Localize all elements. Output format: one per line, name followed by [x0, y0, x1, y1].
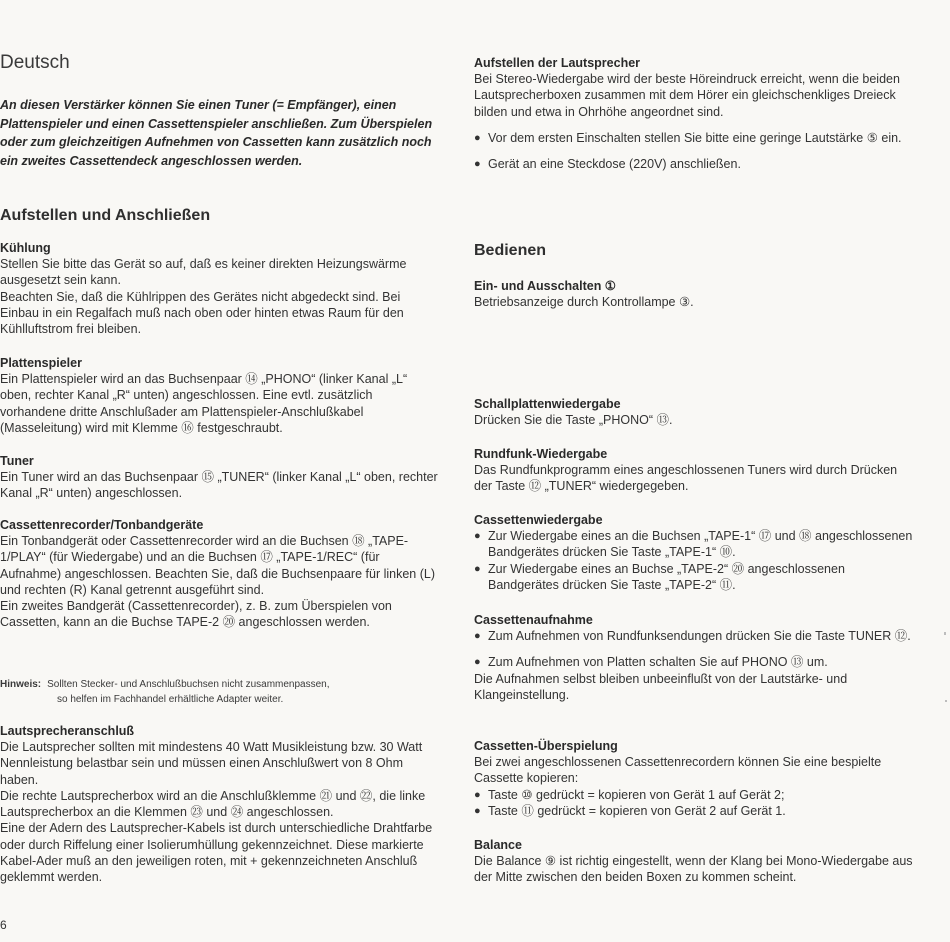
ueberspielung-text: Bei zwei angeschlossenen Cassettenrecordern können Sie eine bespielte Cassette kopieren: — [474, 755, 882, 786]
aufstellen-lautsprecher-text: Bei Stereo-Wiedergabe wird der beste Höreindruck erreicht, wenn die beiden Lautsprecherboxen zusammen mit dem Hörer ein gleichschenkliges Dreieck bilden und etwa in Ohrhöhe angeordnet sind. — [474, 72, 900, 119]
ueberspielung-bullet-1: ● Taste ⑩ gedrückt = kopieren von Gerät 1 auf Gerät 2; — [474, 787, 914, 803]
section-plattenspieler — [0, 355, 440, 436]
ueberspielung-title: Cassetten-Überspielung — [474, 739, 618, 753]
ein-aus-title: Ein- und Ausschalten ① — [474, 279, 617, 293]
cassettenrecorder-title: Cassettenrecorder/Tonbandgeräte — [0, 518, 204, 532]
section-tuner — [0, 453, 440, 502]
section-title-bedienen: Bedienen — [474, 242, 547, 259]
ueberspielung-bullet-2: ● Taste ⑪ gedrückt = kopieren von Gerät 2 auf Gerät 1. — [474, 803, 914, 819]
kuehlung-paragraph-1: Stellen Sie bitte das Gerät so auf, daß es keiner direkten Heizungswärme ausgesetzt sein kann. — [0, 257, 407, 288]
section-rundfunk — [474, 446, 914, 495]
plattenspieler-text: Ein Plattenspieler wird an das Buchsenpaar ⑭ „PHONO“ (linker Kanal „L“ oben, rechter Kanal „R“ unten) angeschlossen. Eine evtl. zusätzlich vorhandene dritte Anschlußader am Plattenspieler-Anschlußkabel (Masseleitung) wird mit Klemme ⑯ festgeschraubt. — [0, 372, 408, 435]
cassettenaufnahme-bullet-phono: ● Zum Aufnehmen von Platten schalten Sie auf PHONO ⑬ um. — [474, 654, 914, 670]
section-ein-aus — [474, 278, 914, 310]
hinweis-line-2: so helfen im Fachhandel erhältliche Adapter weiter. — [57, 693, 284, 705]
section-lautsprecheranschluss — [0, 723, 440, 886]
section-balance — [474, 837, 914, 886]
aufstellen-lautsprecher-title: Aufstellen der Lautsprecher — [474, 56, 641, 70]
lautsprecheranschluss-paragraph-2: Die rechte Lautsprecherbox wird an die Anschlußklemme ㉑ und ㉒, die linke Lautsprecherbox an die Klemmen ㉓ und ㉔ angeschlossen. — [0, 788, 426, 820]
cassettenrecorder-paragraph-1: Ein Tonbandgerät oder Cassettenrecorder wird an die Buchsen ⑱ „TAPE-1/PLAY“ (für Wiedergabe) und an die Buchsen ⑰ „TAPE-1/REC“ (für Aufnahme) angeschlossen. Beachten Sie, daß die Buchsenpaare für linken (L) und rechten (R) Kanal getrennt ausgeführt sind. — [0, 534, 435, 597]
cassettenaufnahme-title: Cassettenaufnahme — [474, 613, 593, 627]
lautsprecheranschluss-paragraph-1: Die Lautsprecher sollten mit mindestens 40 Watt Musikleistung bzw. 30 Watt Nennleistung belastbar sein und müssen einen Anschlußwert von 8 Ohm haben. — [0, 740, 423, 787]
cassettenwiedergabe-title: Cassettenwiedergabe — [474, 513, 603, 527]
aufstellen-bullet-steckdose: ● Gerät an eine Steckdose (220V) anschließen. — [474, 156, 914, 172]
section-aufstellen-lautsprecher — [474, 55, 914, 172]
cassettenaufnahme-bullet-tuner: ● Zum Aufnehmen von Rundfunksendungen drücken Sie die Taste TUNER ⑫. — [474, 628, 914, 644]
rundfunk-title: Rundfunk-Wiedergabe — [474, 447, 608, 461]
section-cassettenwiedergabe — [474, 512, 914, 593]
cassettenaufnahme-text: Die Aufnahmen selbst bleiben unbeeinflußt von der Lautstärke- und Klangeinstellung. — [474, 671, 848, 702]
ein-aus-text: Betriebsanzeige durch Kontrollampe ③. — [474, 295, 694, 309]
schallplatte-text: Drücken Sie die Taste „PHONO“ ⑬. — [474, 413, 673, 427]
kuehlung-paragraph-2: Beachten Sie, daß die Kühlrippen des Gerätes nicht abgedeckt sind. Bei Einbau in ein Regalfach muß nach oben oder hinten etwas Raum für den Kühlluftstrom frei bleiben. — [0, 289, 404, 337]
language-heading: Deutsch — [0, 52, 70, 73]
section-cassettenrecorder — [0, 517, 440, 631]
rundfunk-text: Das Rundfunkprogramm eines angeschlossenen Tuners wird durch Drücken der Taste ⑫ „TUNER“ wiedergegeben. — [474, 463, 898, 494]
section-ueberspielung — [474, 738, 914, 819]
intro-text: An diesen Verstärker können Sie einen Tuner (= Empfänger), einen Plattenspieler und einen Cassettenspieler anschließen. Zum Überspielen oder zum gleichzeitigen Aufnehmen von Cassetten kann zusätzlich noch ein zweites Cassettendeck angeschlossen werden. — [0, 98, 433, 168]
section-title-aufstellen: Aufstellen und Anschließen — [0, 207, 211, 224]
cassettenwiedergabe-bullet-tape2: ● Zur Wiedergabe eines an Buchse „TAPE-2“ ⑳ angeschlossenen Bandgerätes drücken Sie Taste „TAPE-2“ ⑪. — [474, 561, 914, 594]
plattenspieler-title: Plattenspieler — [0, 356, 82, 370]
cassettenwiedergabe-bullet-tape1: ● Zur Wiedergabe eines an die Buchsen „TAPE-1“ ⑰ und ⑱ angeschlossenen Bandgerätes drücken Sie Taste „TAPE-1“ ⑩. — [474, 528, 914, 561]
hinweis-note — [0, 678, 440, 707]
section-kuehlung — [0, 240, 440, 337]
schallplatte-title: Schallplattenwiedergabe — [474, 397, 621, 411]
tuner-title: Tuner — [0, 454, 34, 468]
aufstellen-bullet-lautstaerke: ● Vor dem ersten Einschalten stellen Sie bitte eine geringe Lautstärke ⑤ ein. — [474, 130, 914, 146]
section-schallplatte — [474, 396, 914, 428]
hinweis-line-1: Sollten Stecker- und Anschlußbuchsen nicht zusammenpassen, — [47, 679, 330, 690]
kuehlung-title: Kühlung — [0, 241, 51, 255]
balance-text: Die Balance ⑨ ist richtig eingestellt, wenn der Klang bei Mono-Wiedergabe aus der Mitte zwischen den beiden Boxen zu kommen scheint. — [474, 854, 913, 885]
scan-mark — [944, 632, 946, 635]
balance-title: Balance — [474, 838, 522, 852]
lautsprecheranschluss-title: Lautsprecheranschluß — [0, 724, 135, 738]
section-cassettenaufnahme — [474, 612, 914, 703]
hinweis-label: Hinweis: — [0, 679, 42, 690]
cassettenrecorder-paragraph-2: Ein zweites Bandgerät (Cassettenrecorder), z. B. zum Überspielen von Cassetten, kann an die Buchse TAPE-2 ⑳ angeschlossen werden. — [0, 599, 392, 630]
tuner-text: Ein Tuner wird an das Buchsenpaar ⑮ „TUNER“ (linker Kanal „L“ oben, rechter Kanal „R“ unten) angeschlossen. — [0, 470, 438, 501]
page-number: 6 — [0, 918, 7, 932]
scan-mark — [945, 700, 947, 702]
lautsprecheranschluss-paragraph-3: Eine der Adern des Lautsprecher-Kabels ist durch unterschiedliche Drahtfarbe oder durch Riffelung einer Isolierumhüllung gekennzeichnet. Diese markierte Kabel-Ader muß an den jeweiligen roten, mit + gekennzeichneten Anschluß geklemmt werden. — [0, 821, 433, 885]
